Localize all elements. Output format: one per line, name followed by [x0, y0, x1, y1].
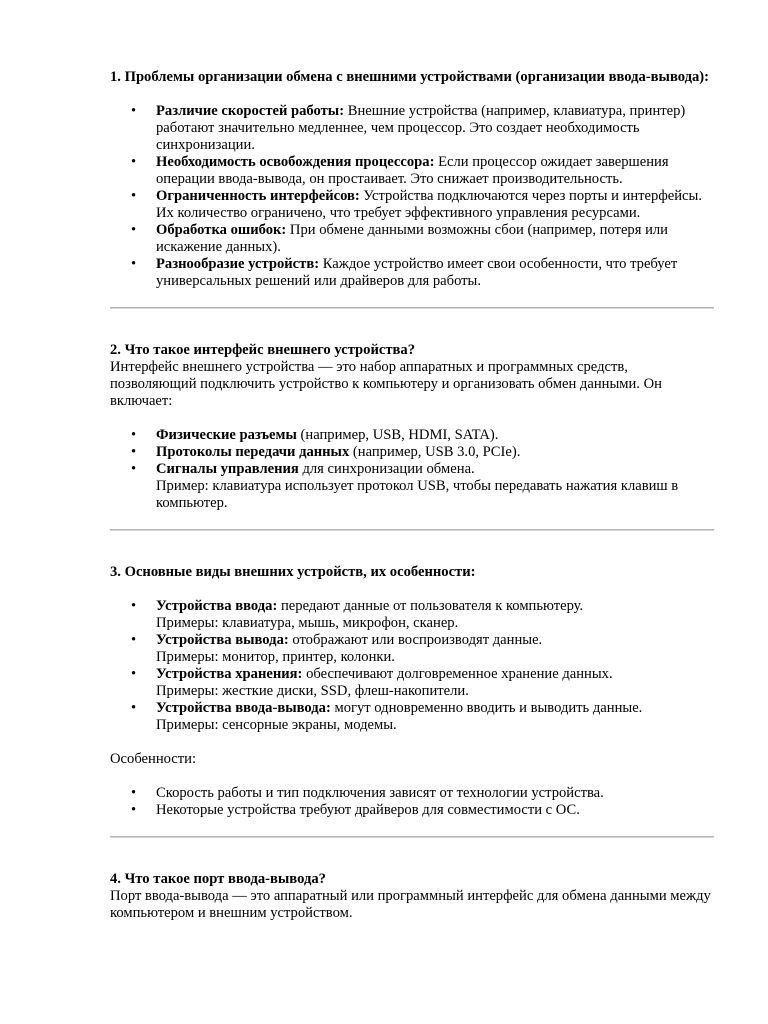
list-item [110, 461, 714, 512]
list-item-term: Разнообразие устройств: [156, 256, 320, 272]
bullet-icon: • [131, 598, 137, 614]
list-item-text: отображают или воспроизводят данные. [288, 632, 543, 648]
list-item-text: Устройства подключаются через порты и интерфейсы. Их количество ограничено, что требует эффективного управления ресурсами. [156, 188, 702, 221]
bullet-icon: • [131, 188, 137, 204]
list-item-term: Обработка ошибок: [156, 222, 287, 238]
list-item [110, 103, 714, 154]
bullet-icon: • [131, 444, 137, 460]
spacer [110, 410, 714, 427]
list-item-text: (например, USB 3.0, PCIe). [349, 444, 521, 460]
list-item [110, 632, 714, 666]
spacer [110, 531, 714, 564]
list-item [110, 256, 714, 290]
list-item [110, 785, 714, 802]
spacer [110, 734, 714, 751]
list-item-text: (например, USB, HDMI, SATA). [296, 427, 499, 443]
list-item-example: Примеры: клавиатура, мышь, микрофон, сканер. [156, 615, 459, 631]
list-item [110, 222, 714, 256]
bullet-icon: • [131, 427, 137, 443]
list-item-text: Каждое устройство имеет свои особенности, что требует универсальных решений или драйверов для работы. [156, 256, 678, 289]
spacer [110, 768, 714, 785]
document-page [110, 69, 714, 922]
list-item-term: Физические разъемы [156, 427, 297, 443]
spacer [110, 512, 714, 529]
list-item-term: Необходимость освобождения процессора: [156, 154, 435, 170]
list-item [110, 444, 714, 461]
list-item-example: Примеры: жесткие диски, SSD, флеш-накопители. [156, 683, 469, 699]
list-item-text: Некоторые устройства требуют драйверов для совместимости с ОС. [156, 802, 580, 818]
list-item-text: Если процессор ожидает завершения операции ввода-вывода, он простаивает. Это снижает производительность. [156, 154, 669, 187]
bullet-icon: • [131, 103, 137, 119]
list-item-example: Пример: клавиатура использует протокол USB, чтобы передавать нажатия клавиш в компьютер. [156, 478, 679, 511]
section-2-list [110, 427, 714, 512]
spacer [110, 309, 714, 342]
spacer [110, 290, 714, 307]
bullet-icon: • [131, 802, 137, 818]
list-item-term: Устройства вывода: [156, 632, 289, 648]
section-4 [110, 871, 714, 922]
list-item-term: Протоколы передачи данных [156, 444, 350, 460]
spacer [110, 838, 714, 871]
section-2-intro: Интерфейс внешнего устройства — это набор аппаратных и программных средств, позволяющий подключить устройство к компьютеру и организовать обмен данными. Он включает: [110, 359, 662, 409]
bullet-icon: • [131, 785, 137, 801]
list-item-text: При обмене данными возможны сбои (например, потеря или искажение данных). [156, 222, 668, 255]
list-item [110, 427, 714, 444]
list-item [110, 188, 714, 222]
spacer [110, 581, 714, 598]
list-item [110, 154, 714, 188]
bullet-icon: • [131, 700, 137, 716]
list-item-example: Примеры: монитор, принтер, колонки. [156, 649, 395, 665]
features-label: Особенности: [110, 751, 197, 767]
list-item [110, 598, 714, 632]
spacer [110, 819, 714, 836]
spacer [110, 86, 714, 103]
section-4-intro: Порт ввода-вывода — это аппаратный или программный интерфейс для обмена данными между компьютером и внешним устройством. [110, 888, 711, 921]
bullet-icon: • [131, 461, 137, 477]
bullet-icon: • [131, 256, 137, 272]
list-item-term: Устройства ввода-вывода: [156, 700, 331, 716]
bullet-icon: • [131, 222, 137, 238]
bullet-icon: • [131, 154, 137, 170]
list-item-text: передают данные от пользователя к компьютеру. [277, 598, 584, 614]
list-item-text: Внешние устройства (например, клавиатура, принтер) работают значительно медленнее, чем процессор. Это создает необходимость синхронизации. [156, 103, 686, 153]
list-item-term: Устройства ввода: [156, 598, 278, 614]
features-list [110, 785, 714, 819]
list-item-term: Сигналы управления [156, 461, 299, 477]
section-4-heading: 4. Что такое порт ввода-вывода? [110, 871, 326, 887]
section-3 [110, 564, 714, 819]
list-item-text: Скорость работы и тип подключения зависят от технологии устройства. [156, 785, 604, 801]
section-1-list [110, 103, 714, 290]
section-3-list [110, 598, 714, 734]
section-1-heading: 1. Проблемы организации обмена с внешними устройствами (организации ввода-вывода): [110, 69, 710, 85]
list-item-term: Различие скоростей работы: [156, 103, 345, 119]
section-1 [110, 69, 714, 290]
section-3-heading: 3. Основные виды внешних устройств, их особенности: [110, 564, 476, 580]
list-item [110, 802, 714, 819]
list-item-text: для синхронизации обмена. [298, 461, 475, 477]
list-item-example: Примеры: сенсорные экраны, модемы. [156, 717, 397, 733]
list-item-text: могут одновременно вводить и выводить данные. [330, 700, 643, 716]
list-item-text: обеспечивают долговременное хранение данных. [302, 666, 613, 682]
bullet-icon: • [131, 666, 137, 682]
section-2-heading: 2. Что такое интерфейс внешнего устройства? [110, 342, 415, 358]
list-item [110, 666, 714, 700]
bullet-icon: • [131, 632, 137, 648]
list-item-term: Устройства хранения: [156, 666, 303, 682]
list-item [110, 700, 714, 734]
list-item-term: Ограниченность интерфейсов: [156, 188, 360, 204]
section-2 [110, 342, 714, 512]
